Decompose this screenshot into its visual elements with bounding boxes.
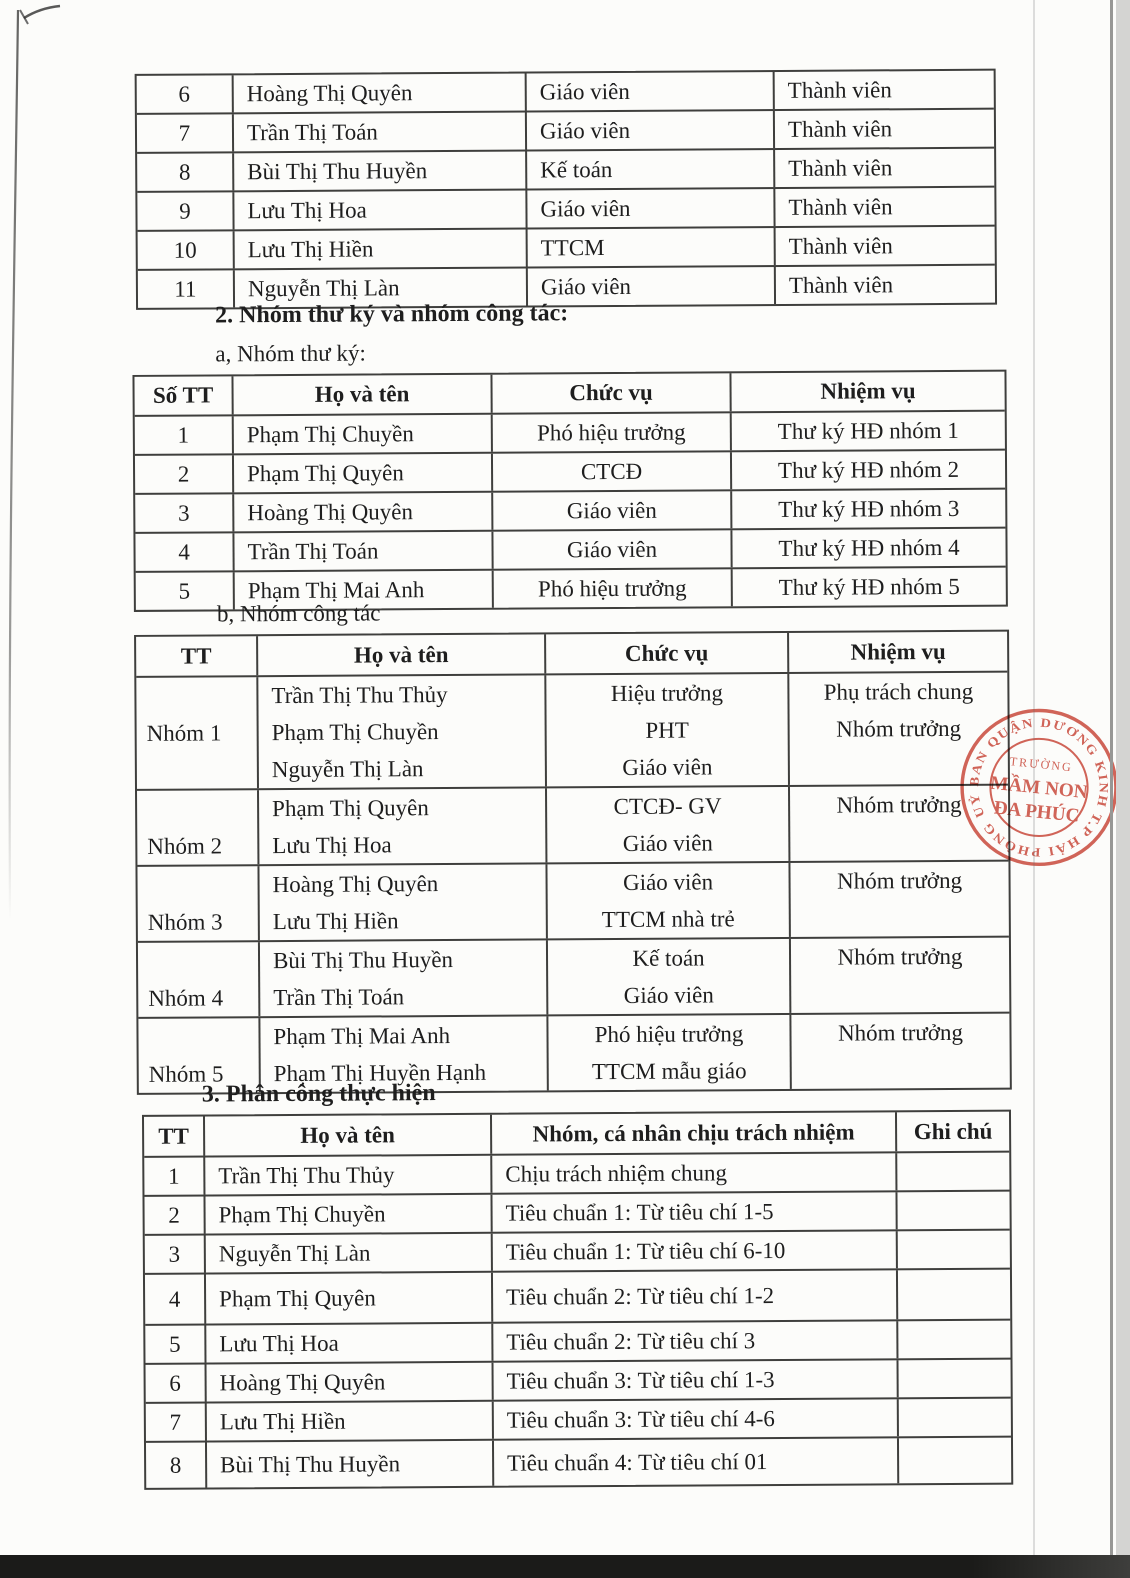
cell-line: Nhóm 5	[148, 1060, 224, 1087]
cell-role: Thành viên	[774, 227, 995, 265]
cell-stt: 9	[179, 198, 191, 224]
column-header-name: Họ và tên	[203, 1115, 490, 1156]
cell-line: Lưu Thị Hoa	[272, 831, 392, 858]
cell-stt: 11	[174, 276, 197, 302]
cell-responsibility: Chịu trách nhiệm chung	[490, 1153, 895, 1192]
cell-stt: 2	[177, 461, 190, 487]
cell-name: Hoàng Thị Quyên	[232, 493, 491, 532]
stamp-line2: MẦM NON	[989, 772, 1089, 804]
cell-duty: Thư ký HĐ nhóm 2	[730, 451, 1005, 490]
cell-duty: Thư ký HĐ nhóm 3	[730, 490, 1005, 529]
cell-line: Nhóm trưởng	[836, 715, 962, 742]
cell-position: Giáo viên	[525, 111, 773, 150]
section-2-heading: 2. Nhóm thư ký và nhóm công tác:	[215, 300, 569, 329]
cell-line: Giáo viên	[622, 868, 714, 895]
section-2a-heading: a, Nhóm thư ký:	[215, 340, 366, 367]
cell-line: Nhóm 1	[146, 719, 222, 746]
paper-fold-line	[1033, 0, 1035, 1560]
column-header-tt: TT	[158, 1123, 190, 1149]
cell-stt: 6	[169, 1370, 181, 1396]
cell-name: Phạm Thị Quyên	[232, 454, 491, 493]
cell-stt: 7	[178, 120, 191, 146]
pen-mark	[24, 6, 60, 18]
cell-stt: 2	[168, 1202, 180, 1228]
cell-responsibility: Tiêu chuẩn 3: Từ tiêu chí 1-3	[492, 1360, 897, 1399]
cell-role: Thành viên	[773, 71, 994, 109]
cell-position: Giáo viên	[526, 267, 774, 306]
cell-line: PHT	[645, 717, 689, 743]
cell-name: Trần Thị Thu Thủy	[203, 1156, 490, 1195]
cell-line: Nguyễn Thị Làn	[271, 755, 424, 782]
cell-position: Giáo viên	[525, 72, 773, 111]
cell-name: Phạm Thị Quyên	[204, 1273, 491, 1324]
cell-line: Giáo viên	[622, 753, 713, 780]
cell-stt: 8	[178, 159, 191, 185]
cell-name: Bùi Thị Thu Huyền	[205, 1441, 492, 1488]
cell-line: Nhóm trưởng	[837, 867, 963, 894]
column-header-name: Họ và tên	[256, 634, 544, 675]
cell-line: Phạm Thị Mai Anh	[273, 1022, 451, 1049]
cell-line: Phạm Thị Huyền Hạnh	[273, 1059, 487, 1086]
cell-name: Phạm Thị Chuyền	[203, 1195, 490, 1234]
cell-line: CTCĐ- GV	[613, 792, 722, 819]
cell-responsibility: Tiêu chuẩn 2: Từ tiêu chí 3	[491, 1321, 896, 1360]
cell-position: TTCM	[526, 228, 774, 267]
cell-stt: 5	[178, 578, 191, 604]
cell-position: Phó hiệu trưởng	[492, 569, 731, 607]
cell-stt: 3	[168, 1241, 181, 1267]
cell-responsibility: Tiêu chuẩn 4: Từ tiêu chí 01	[492, 1438, 897, 1485]
cell-stt: 6	[178, 81, 191, 107]
column-header-duty: Nhiệm vụ	[729, 372, 1004, 412]
section-3-heading: 3. Phân công thực hiện	[201, 1080, 436, 1108]
cell-position: Kế toán	[525, 150, 773, 189]
cell-position: Giáo viên	[491, 491, 730, 529]
cell-duty: Thư ký HĐ nhóm 4	[730, 529, 1005, 568]
cell-stt: 10	[173, 237, 197, 263]
cell-line: TTCM nhà trẻ	[601, 905, 735, 932]
column-header-tt: TT	[180, 642, 212, 669]
scanner-bottom-band	[0, 1555, 1130, 1578]
cell-name: Lưu Thị Hiền	[233, 230, 526, 269]
cell-line: Nhóm 4	[148, 984, 224, 1011]
cell-role: Thành viên	[773, 188, 994, 226]
section-2b-heading: b, Nhóm công tác	[216, 600, 381, 627]
cell-line: Nhóm 3	[147, 908, 223, 935]
cell-stt: 1	[168, 1163, 180, 1189]
cell-name: Nguyễn Thị Làn	[233, 269, 526, 308]
page-edge-shadow	[1110, 0, 1113, 1578]
column-header-responsibility: Nhóm, cá nhân chịu trách nhiệm	[490, 1112, 895, 1153]
column-header-name: Họ và tên	[231, 375, 490, 415]
cell-name: Bùi Thị Thu Huyền	[232, 152, 525, 191]
cell-line: Nhóm trưởng	[837, 1019, 964, 1046]
cell-position: CTCĐ	[491, 452, 730, 490]
cell-name: Nguyễn Thị Làn	[204, 1234, 491, 1273]
cell-name: Hoàng Thị Quyên	[205, 1363, 492, 1402]
cell-stt: 4	[168, 1286, 181, 1312]
cell-name: Phạm Thị Mai Anh	[233, 571, 492, 610]
cell-line: Bùi Thị Thu Huyền	[272, 946, 454, 973]
cell-position: Giáo viên	[525, 189, 773, 228]
cell-position: Giáo viên	[491, 530, 730, 568]
stamp-line3: ĐA PHÚC	[992, 797, 1081, 827]
cell-line: Phụ trách chung	[823, 678, 974, 705]
cell-line: Phạm Thị Quyên	[272, 794, 429, 821]
cell-duty: Thư ký HĐ nhóm 5	[731, 568, 1006, 607]
cell-name: Trần Thị Toán	[232, 113, 525, 152]
cell-line: Lưu Thị Hiền	[272, 907, 399, 934]
column-header-stt: Số TT	[152, 382, 214, 408]
column-header-note: Ghi chú	[895, 1112, 1009, 1152]
cell-line: Hoàng Thị Quyên	[272, 870, 439, 897]
cell-line: Nhóm trưởng	[836, 791, 962, 818]
cell-name: Lưu Thị Hoa	[204, 1324, 491, 1363]
cell-stt: 8	[169, 1452, 182, 1478]
cell-line: Trần Thị Thu Thủy	[271, 681, 448, 708]
cell-line: Hiệu trưởng	[610, 679, 724, 706]
stamp-line1: TRƯỜNG	[1009, 754, 1074, 775]
cell-position: Phó hiệu trưởng	[491, 413, 730, 451]
column-header-duty: Nhiệm vụ	[787, 632, 1007, 672]
cell-name: Lưu Thị Hoa	[232, 191, 525, 230]
cell-name: Lưu Thị Hiền	[205, 1402, 492, 1441]
cell-responsibility: Tiêu chuẩn 2: Từ tiêu chí 1-2	[491, 1270, 896, 1321]
cell-role: Thành viên	[773, 110, 994, 148]
cell-name: Phạm Thị Chuyền	[232, 415, 491, 454]
cell-stt: 1	[177, 422, 190, 448]
cell-duty: Thư ký HĐ nhóm 1	[730, 412, 1005, 451]
scan-background-strip	[1116, 0, 1130, 1578]
cell-line: Nhóm trưởng	[837, 943, 963, 970]
left-scan-edge-line	[10, 10, 18, 920]
cell-line: Phó hiệu trưởng	[594, 1020, 744, 1047]
column-header-position: Chức vụ	[490, 373, 729, 412]
cell-line: TTCM mẫu giáo	[591, 1057, 747, 1084]
cell-line: Kế toán	[632, 944, 705, 971]
cell-name: Hoàng Thị Quyên	[232, 74, 525, 113]
cell-responsibility: Tiêu chuẩn 1: Từ tiêu chí 6-10	[491, 1231, 896, 1270]
cell-line: Nhóm 2	[147, 832, 223, 859]
cell-role: Thành viên	[773, 149, 994, 187]
cell-line: Phạm Thị Chuyền	[271, 718, 439, 745]
cell-responsibility: Tiêu chuẩn 3: Từ tiêu chí 4-6	[492, 1399, 897, 1438]
cell-line: Trần Thị Toán	[273, 983, 405, 1010]
cell-role: Thành viên	[774, 266, 995, 304]
stamp-ring-text: UỶ BAN QUẬN DƯƠNG KINH T.P HẢI PHÒNG	[967, 715, 1111, 860]
cell-stt: 5	[169, 1331, 181, 1357]
cell-stt: 4	[178, 539, 190, 565]
cell-responsibility: Tiêu chuẩn 1: Từ tiêu chí 1-5	[490, 1192, 895, 1231]
column-header-position: Chức vụ	[544, 633, 787, 673]
cell-line: Giáo viên	[623, 981, 714, 1008]
cell-stt: 3	[177, 500, 190, 526]
cell-line: Giáo viên	[622, 829, 713, 856]
cell-name: Trần Thị Toán	[232, 532, 491, 571]
cell-stt: 7	[169, 1409, 182, 1435]
